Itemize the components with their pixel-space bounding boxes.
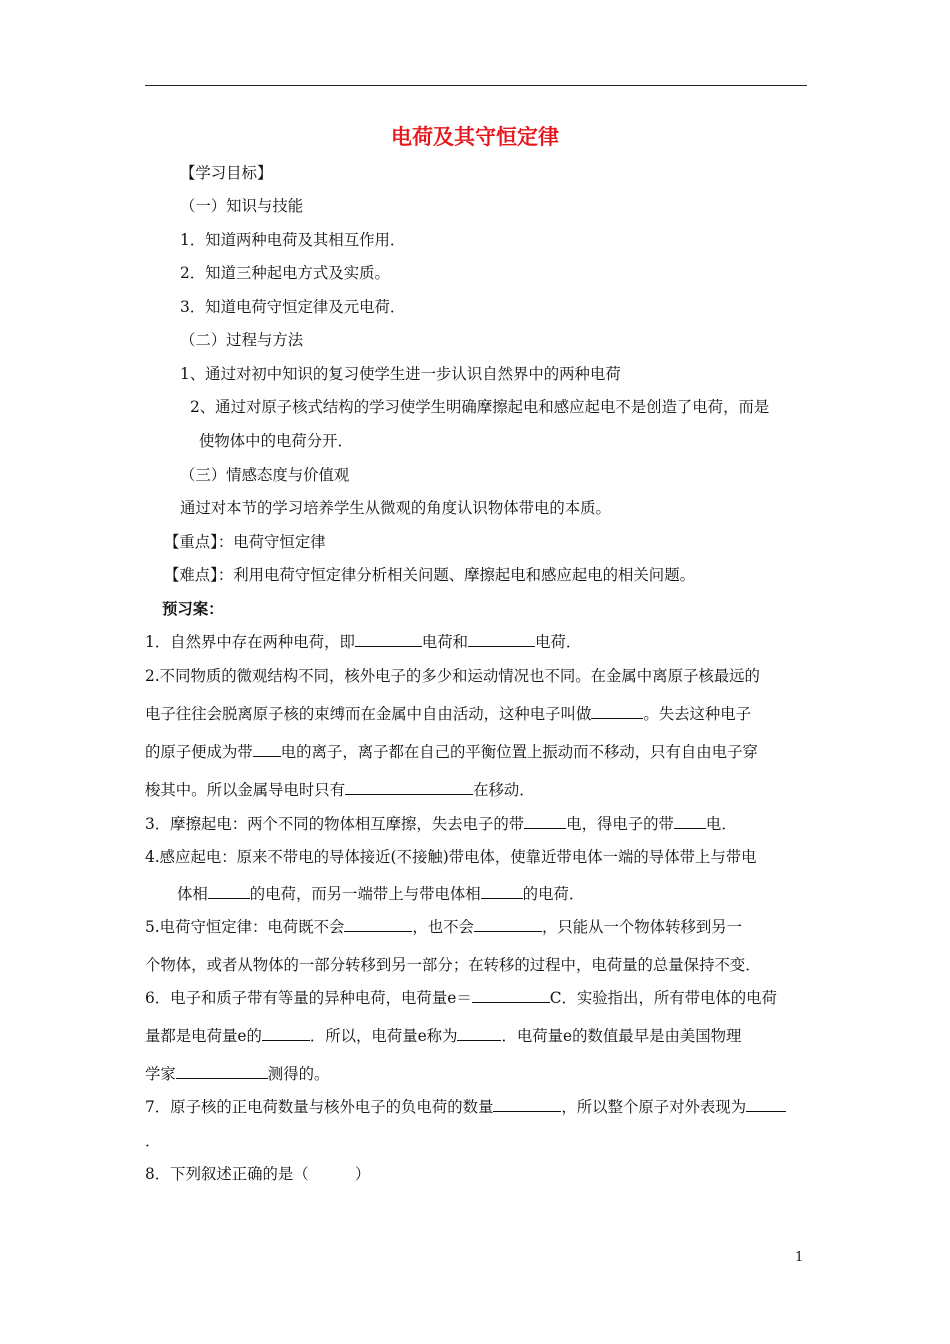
objectives-heading: 【学习目标】 [180,164,273,182]
question-5-line-2: 个物体，或者从物体的一部分转移到另一部分；在转移的过程中，电荷量的总量保持不变． [145,956,761,974]
question-5-line-1: 5.电荷守恒定律：电荷既不会 ，也不会 ，只能从一个物体转移到另一 [145,918,743,936]
objective-p1: 1、通过对初中知识的复习使学生进一步认识自然界中的两种电荷 [180,365,621,383]
blank-6c[interactable] [457,1026,501,1041]
objective-e1: 通过对本节的学习培养学生从微观的角度认识物体带电的本质。 [180,499,611,517]
question-6-line-3: 学家 测得的。 [145,1065,330,1083]
page-title: 电荷及其守恒定律 [391,125,559,149]
question-8: 8．下列叙述正确的是（ ） [145,1165,371,1183]
question-2-line-2: 电子往往会脱离原子核的束缚而在金属中自由活动，这种电子叫做 。失去这种电子 [145,705,752,723]
difficulty: 【难点】：利用电荷守恒定律分析相关问题、摩擦起电和感应起电的相关问题。 [164,566,695,584]
question-2-line-3: 的原子便成为带 电的离子，离子都在自己的平衡位置上振动而不移动，只有自由电子穿 [145,743,758,761]
preview-heading: 预习案： [162,600,224,618]
blank-2b[interactable] [253,742,281,757]
question-2-line-1: 2.不同物质的微观结构不同，核外电子的多少和运动情况也不同。在金属中离原子核最远的 [145,667,760,685]
question-4-line-2: 体相 的电荷，而另一端带上与带电体相 的电荷． [177,885,585,903]
question-1: 1．自然界中存在两种电荷，即 电荷和 电荷． [145,633,582,651]
blank-3a[interactable] [524,814,566,829]
objective-k1: 1．知道两种电荷及其相互作用． [180,231,406,249]
blank-6b[interactable] [262,1026,310,1041]
page-number: 1 [795,1250,804,1265]
question-4-line-1: 4.感应起电：原来不带电的导体接近(不接触)带电体，使靠近带电体一端的导体带上与带电 [145,848,757,866]
knowledge-heading: （一）知识与技能 [180,197,304,215]
blank-2a[interactable] [591,704,643,719]
blank-4b[interactable] [481,884,523,899]
blank-2c[interactable] [345,780,473,795]
question-6-line-2: 量都是电荷量e的 ．所以，电荷量e称为 ．电荷量e的数值最早是由美国物理 [145,1027,742,1045]
objective-k2: 2．知道三种起电方式及实质。 [180,264,390,282]
objective-p2b: 使物体中的电荷分开． [199,432,353,450]
blank-1a[interactable] [355,632,422,647]
blank-6d[interactable] [176,1064,268,1079]
objective-p2a: 2、通过对原子核式结构的学习使学生明确摩擦起电和感应起电不是创造了电荷，而是 [190,398,770,416]
process-heading: （二）过程与方法 [180,331,304,349]
blank-4a[interactable] [208,884,250,899]
question-7: 7．原子核的正电荷数量与核外电子的负电荷的数量 ，所以整个原子对外表现为 [145,1097,786,1117]
blank-6a[interactable] [472,988,550,1003]
blank-3b[interactable] [674,814,706,829]
blank-1b[interactable] [468,632,535,647]
blank-5b[interactable] [474,917,542,932]
objective-k3: 3．知道电荷守恒定律及元电荷． [180,298,406,316]
key-point: 【重点】：电荷守恒定律 [164,533,326,551]
question-7-end: ． [145,1132,161,1150]
question-2-line-4: 梭其中。所以金属导电时只有 在移动． [145,781,535,799]
blank-7a[interactable] [493,1097,561,1112]
question-6-line-1: 6．电子和质子带有等量的异种电荷，电荷量e＝ C．实验指出，所有带电体的电荷 [145,989,777,1007]
blank-7b[interactable] [746,1097,786,1112]
header-rule [145,85,807,86]
emotion-heading: （三）情感态度与价值观 [180,466,350,484]
question-3: 3．摩擦起电：两个不同的物体相互摩擦，失去电子的带 电，得电子的带 电． [145,815,737,833]
blank-5a[interactable] [344,917,412,932]
